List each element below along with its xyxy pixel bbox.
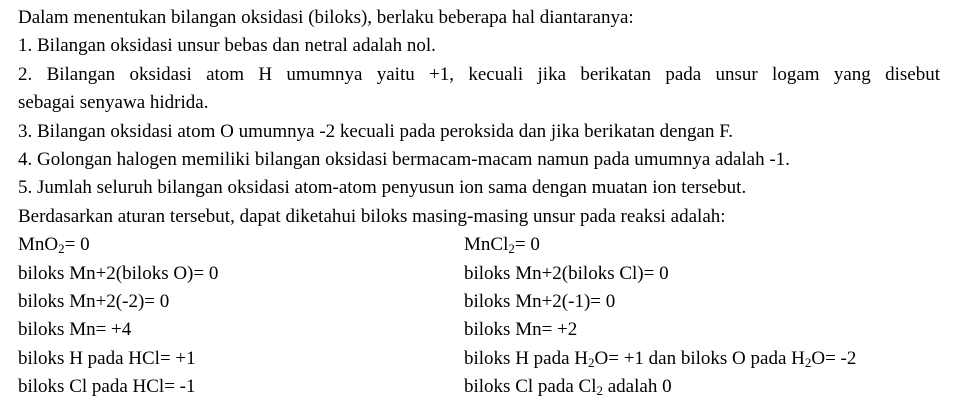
mncl2-result: biloks Mn= +2 [464, 319, 578, 341]
rule-4: 4. Golongan halogen memiliki bilangan oksidasi bermacam-macam namun pada umumnya adalah -1. [18, 148, 790, 170]
h2o-oxidation: biloks H pada $H_2O= +1$ dan biloks O pada $H_2O= -2$ [464, 347, 857, 370]
equation-row-6 [18, 373, 940, 401]
rule-1: 1. Bilangan oksidasi unsur bebas dan netral adalah nol. [18, 35, 436, 57]
mncl2-step-1: biloks Mn+2(biloks Cl)= 0 [464, 262, 669, 284]
document-body [18, 4, 940, 401]
equation-row-5 [18, 345, 940, 373]
mno2-equation: MnO$_2$= 0 [18, 234, 90, 257]
equation-row-4 [18, 316, 940, 344]
hcl-cl-oxidation: biloks Cl pada HCl= -1 [18, 376, 196, 398]
equation-row-1 [18, 231, 940, 259]
mncl2-step-2: biloks Mn+2(-1)= 0 [464, 290, 616, 312]
cl2-oxidation: biloks Cl pada $Cl_2$ adalah 0 [464, 376, 672, 399]
rule-2: 2. Bilangan oksidasi atom H umumnya yaitu +1, kecuali jika berikatan pada unsur logam yang disebut [18, 63, 940, 85]
rule-3: 3. Bilangan oksidasi atom O umumnya -2 kecuali pada peroksida dan jika berikatan dengan F. [18, 120, 734, 142]
equation-row-2 [18, 260, 940, 288]
rule-2-continued: sebagai senyawa hidrida. [18, 92, 209, 114]
mncl2-equation: MnCl$_2$= 0 [464, 234, 540, 257]
intro-text: Dalam menentukan bilangan oksidasi (biloks), berlaku beberapa hal diantaranya: [18, 7, 634, 28]
conclusion-text: Berdasarkan aturan tersebut, dapat diketahui biloks masing-masing unsur pada reaksi adalah: [18, 205, 726, 227]
rule-5: 5. Jumlah seluruh bilangan oksidasi atom-atom penyusun ion sama dengan muatan ion tersebut. [18, 177, 747, 199]
hcl-h-oxidation: biloks H pada HCl= +1 [18, 347, 196, 369]
equation-row-3 [18, 288, 940, 316]
mno2-step-1: biloks Mn+2(biloks O)= 0 [18, 262, 219, 284]
mno2-result: biloks Mn= +4 [18, 319, 132, 341]
mno2-step-2: biloks Mn+2(-2)= 0 [18, 290, 170, 312]
